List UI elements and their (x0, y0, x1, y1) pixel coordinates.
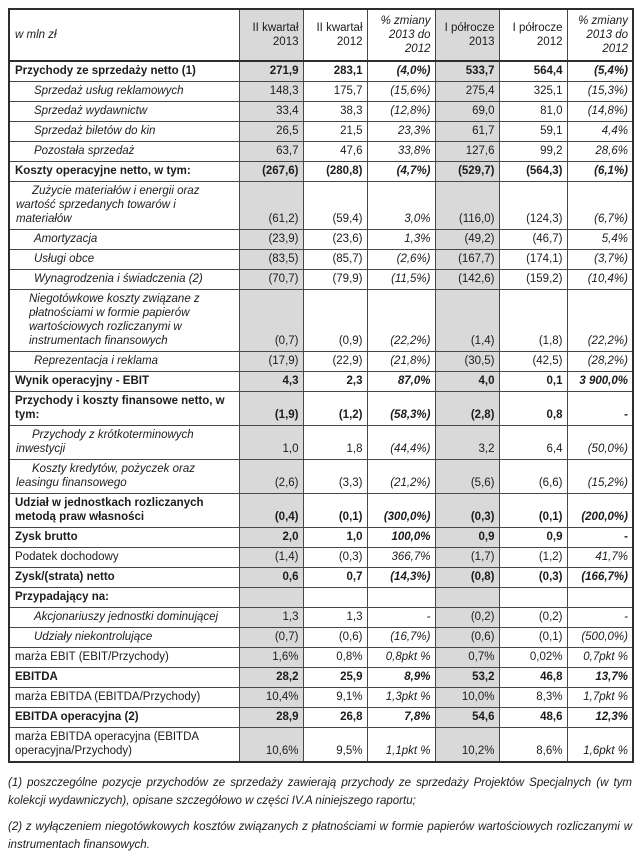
value-cell: (0,7) (239, 628, 303, 648)
value-cell: (50,0%) (567, 426, 633, 460)
value-cell: (167,7) (435, 250, 499, 270)
footnote-1: (1) poszczególne pozycje przychodów ze sprzedaży zawierają przychody ze sprzedaży Projektów Specjalnych (w tym kolekcji wydawniczych), opisane szczegółowo w części IV.A niniejszego raportu; (8, 777, 632, 807)
value-cell: 1,3% (367, 230, 435, 250)
value-cell: 0,6 (239, 568, 303, 588)
value-cell: (142,6) (435, 270, 499, 290)
column-header-h1-2012: I półrocze 2012 (499, 9, 567, 61)
table-row (9, 460, 633, 494)
value-cell: (44,4%) (367, 426, 435, 460)
value-cell: 275,4 (435, 82, 499, 102)
value-cell: 0,8% (303, 648, 367, 668)
financial-results-table (8, 8, 634, 763)
table-row (9, 142, 633, 162)
value-cell: (5,6) (435, 460, 499, 494)
value-cell: (0,3) (303, 548, 367, 568)
value-cell: 1,3 (303, 608, 367, 628)
row-label: Koszty operacyjne netto, w tym: (9, 162, 239, 182)
value-cell: (79,9) (303, 270, 367, 290)
value-cell: 0,7pkt % (567, 648, 633, 668)
value-cell: 100,0% (367, 528, 435, 548)
value-cell: (85,7) (303, 250, 367, 270)
row-label: Zużycie materiałów i energii oraz wartość sprzedanych towarów i materiałów (9, 182, 239, 230)
value-cell: 366,7% (367, 548, 435, 568)
value-cell: 1,6% (239, 648, 303, 668)
table-header (9, 9, 633, 61)
table-row (9, 588, 633, 608)
value-cell: 1,7pkt % (567, 688, 633, 708)
value-cell: 10,4% (239, 688, 303, 708)
value-cell: (21,8%) (367, 352, 435, 372)
value-cell: 1,6pkt % (567, 728, 633, 763)
value-cell: (6,7%) (567, 182, 633, 230)
value-cell: (23,6) (303, 230, 367, 250)
value-cell: (0,4) (239, 494, 303, 528)
table-row (9, 528, 633, 548)
table-row (9, 668, 633, 688)
value-cell: 48,6 (499, 708, 567, 728)
value-cell: 564,4 (499, 61, 567, 82)
table-row (9, 628, 633, 648)
value-cell: 1,0 (239, 426, 303, 460)
column-header-h1-2013: I półrocze 2013 (435, 9, 499, 61)
value-cell: (28,2%) (567, 352, 633, 372)
value-cell: 33,4 (239, 102, 303, 122)
value-cell: (14,3%) (367, 568, 435, 588)
value-cell: 59,1 (499, 122, 567, 142)
value-cell: 53,2 (435, 668, 499, 688)
value-cell: 3,0% (367, 182, 435, 230)
row-label: Zysk/(strata) netto (9, 568, 239, 588)
value-cell: (59,4) (303, 182, 367, 230)
row-label: EBITDA operacyjna (2) (9, 708, 239, 728)
value-cell: (17,9) (239, 352, 303, 372)
value-cell: (42,5) (499, 352, 567, 372)
value-cell: 10,0% (435, 688, 499, 708)
table-row (9, 270, 633, 290)
value-cell: 33,8% (367, 142, 435, 162)
header-row (9, 9, 633, 61)
value-cell: 1,3pkt % (367, 688, 435, 708)
row-label: marża EBIT (EBIT/Przychody) (9, 648, 239, 668)
value-cell: 28,6% (567, 142, 633, 162)
value-cell: 0,9 (435, 528, 499, 548)
row-label: Przypadający na: (9, 588, 239, 608)
table-row (9, 708, 633, 728)
value-cell: (500,0%) (567, 628, 633, 648)
value-cell: (2,8) (435, 392, 499, 426)
value-cell: 1,8 (303, 426, 367, 460)
column-header-change-h1: % zmiany 2013 do 2012 (567, 9, 633, 61)
column-header-q2-2012: II kwartał 2012 (303, 9, 367, 61)
value-cell: - (567, 528, 633, 548)
row-label: Przychody i koszty finansowe netto, w tym: (9, 392, 239, 426)
value-cell: 23,3% (367, 122, 435, 142)
table-row (9, 568, 633, 588)
value-cell: 0,02% (499, 648, 567, 668)
value-cell: 38,3 (303, 102, 367, 122)
row-label: Reprezentacja i reklama (9, 352, 239, 372)
table-row (9, 728, 633, 763)
value-cell: 9,1% (303, 688, 367, 708)
value-cell: 28,2 (239, 668, 303, 688)
value-cell (435, 588, 499, 608)
value-cell: (0,6) (435, 628, 499, 648)
value-cell: 1,0 (303, 528, 367, 548)
value-cell: (58,3%) (367, 392, 435, 426)
value-cell: (4,0%) (367, 61, 435, 82)
footnotes (8, 774, 632, 854)
value-cell: 8,3% (499, 688, 567, 708)
value-cell: (70,7) (239, 270, 303, 290)
report-page (8, 8, 632, 862)
row-label: Pozostała sprzedaż (9, 142, 239, 162)
value-cell: (61,2) (239, 182, 303, 230)
value-cell: (49,2) (435, 230, 499, 250)
row-label: marża EBITDA (EBITDA/Przychody) (9, 688, 239, 708)
table-row (9, 688, 633, 708)
value-cell: 2,3 (303, 372, 367, 392)
value-cell: 63,7 (239, 142, 303, 162)
row-label: Zysk brutto (9, 528, 239, 548)
table-row (9, 162, 633, 182)
row-label: Wynagrodzenia i świadczenia (2) (9, 270, 239, 290)
value-cell: (1,9) (239, 392, 303, 426)
value-cell: - (367, 608, 435, 628)
row-label: Niegotówkowe koszty związane z płatnościami w formie papierów wartościowych rozliczanymi w instrumentach finansowych (9, 290, 239, 352)
value-cell: (21,2%) (367, 460, 435, 494)
value-cell: (16,7%) (367, 628, 435, 648)
value-cell: (564,3) (499, 162, 567, 182)
value-cell: (0,9) (303, 290, 367, 352)
value-cell: 148,3 (239, 82, 303, 102)
value-cell: 47,6 (303, 142, 367, 162)
table-row (9, 494, 633, 528)
value-cell: (267,6) (239, 162, 303, 182)
value-cell: 271,9 (239, 61, 303, 82)
value-cell: 21,5 (303, 122, 367, 142)
value-cell: (6,6) (499, 460, 567, 494)
value-cell: (124,3) (499, 182, 567, 230)
value-cell: 28,9 (239, 708, 303, 728)
value-cell: (22,9) (303, 352, 367, 372)
table-row (9, 608, 633, 628)
value-cell: 13,7% (567, 668, 633, 688)
value-cell: (300,0%) (367, 494, 435, 528)
value-cell: 4,0 (435, 372, 499, 392)
row-label: EBITDA (9, 668, 239, 688)
value-cell: (529,7) (435, 162, 499, 182)
value-cell: 41,7% (567, 548, 633, 568)
value-cell: (280,8) (303, 162, 367, 182)
value-cell: 3,2 (435, 426, 499, 460)
value-cell: - (567, 392, 633, 426)
value-cell: (0,7) (239, 290, 303, 352)
table-row (9, 392, 633, 426)
value-cell: 0,7 (303, 568, 367, 588)
value-cell: (23,9) (239, 230, 303, 250)
value-cell: 26,5 (239, 122, 303, 142)
value-cell: (12,8%) (367, 102, 435, 122)
table-body (9, 61, 633, 762)
row-label: Koszty kredytów, pożyczek oraz leasingu finansowego (9, 460, 239, 494)
row-label: Udziały niekontrolujące (9, 628, 239, 648)
table-row (9, 122, 633, 142)
value-cell: (22,2%) (567, 290, 633, 352)
value-cell: 8,6% (499, 728, 567, 763)
value-cell: (0,3) (435, 494, 499, 528)
row-label: Amortyzacja (9, 230, 239, 250)
value-cell: (0,3) (499, 568, 567, 588)
value-cell: 0,8pkt % (367, 648, 435, 668)
row-label: Udział w jednostkach rozliczanych metodą praw własności (9, 494, 239, 528)
value-cell: 9,5% (303, 728, 367, 763)
table-row (9, 372, 633, 392)
value-cell: (159,2) (499, 270, 567, 290)
value-cell: 0,7% (435, 648, 499, 668)
value-cell: - (567, 608, 633, 628)
value-cell: (0,1) (303, 494, 367, 528)
value-cell: 4,4% (567, 122, 633, 142)
value-cell: (10,4%) (567, 270, 633, 290)
value-cell (499, 588, 567, 608)
value-cell: 325,1 (499, 82, 567, 102)
value-cell (367, 588, 435, 608)
value-cell: 46,8 (499, 668, 567, 688)
value-cell: (2,6%) (367, 250, 435, 270)
value-cell (239, 588, 303, 608)
row-label: Sprzedaż biletów do kin (9, 122, 239, 142)
value-cell: (1,8) (499, 290, 567, 352)
footnote-2: (2) z wyłączeniem niegotówkowych kosztów związanych z płatnościami w formie papierów wartościowych rozliczanymi w instrumentach finansowych. (8, 821, 632, 851)
value-cell: 8,9% (367, 668, 435, 688)
value-cell: (11,5%) (367, 270, 435, 290)
row-label: Akcjonariuszy jednostki dominującej (9, 608, 239, 628)
value-cell: 3 900,0% (567, 372, 633, 392)
value-cell: 7,8% (367, 708, 435, 728)
value-cell: (200,0%) (567, 494, 633, 528)
column-header-change-q2: % zmiany 2013 do 2012 (367, 9, 435, 61)
value-cell: (0,2) (435, 608, 499, 628)
value-cell: 10,6% (239, 728, 303, 763)
value-cell: (116,0) (435, 182, 499, 230)
value-cell: (15,2%) (567, 460, 633, 494)
value-cell: (3,7%) (567, 250, 633, 270)
table-row (9, 250, 633, 270)
value-cell: (2,6) (239, 460, 303, 494)
row-label: Wynik operacyjny - EBIT (9, 372, 239, 392)
value-cell: (1,2) (499, 548, 567, 568)
value-cell: 1,1pkt % (367, 728, 435, 763)
value-cell: (1,7) (435, 548, 499, 568)
row-label: Usługi obce (9, 250, 239, 270)
value-cell: 0,8 (499, 392, 567, 426)
value-cell: (14,8%) (567, 102, 633, 122)
value-cell: (5,4%) (567, 61, 633, 82)
value-cell: (1,4) (239, 548, 303, 568)
table-row (9, 230, 633, 250)
value-cell: 2,0 (239, 528, 303, 548)
table-row (9, 102, 633, 122)
table-row (9, 61, 633, 82)
value-cell: (15,6%) (367, 82, 435, 102)
row-label: Przychody ze sprzedaży netto (1) (9, 61, 239, 82)
row-label: marża EBITDA operacyjna (EBITDA operacyjna/Przychody) (9, 728, 239, 763)
row-label: Przychody z krótkoterminowych inwestycji (9, 426, 239, 460)
value-cell: (0,1) (499, 494, 567, 528)
value-cell: 283,1 (303, 61, 367, 82)
value-cell: 25,9 (303, 668, 367, 688)
table-row (9, 182, 633, 230)
value-cell: 54,6 (435, 708, 499, 728)
table-row (9, 648, 633, 668)
row-label: Sprzedaż wydawnictw (9, 102, 239, 122)
table-row (9, 290, 633, 352)
value-cell: 533,7 (435, 61, 499, 82)
table-row (9, 82, 633, 102)
value-cell: 69,0 (435, 102, 499, 122)
value-cell: 87,0% (367, 372, 435, 392)
value-cell: 81,0 (499, 102, 567, 122)
row-label: Sprzedaż usług reklamowych (9, 82, 239, 102)
value-cell: (0,8) (435, 568, 499, 588)
value-cell: (174,1) (499, 250, 567, 270)
value-cell: (0,1) (499, 628, 567, 648)
value-cell: 127,6 (435, 142, 499, 162)
value-cell: 0,1 (499, 372, 567, 392)
value-cell: (15,3%) (567, 82, 633, 102)
value-cell: (3,3) (303, 460, 367, 494)
value-cell: (4,7%) (367, 162, 435, 182)
value-cell: (166,7%) (567, 568, 633, 588)
value-cell: 99,2 (499, 142, 567, 162)
table-row (9, 352, 633, 372)
value-cell (567, 588, 633, 608)
value-cell: (83,5) (239, 250, 303, 270)
value-cell: 10,2% (435, 728, 499, 763)
value-cell: (1,2) (303, 392, 367, 426)
value-cell: 12,3% (567, 708, 633, 728)
value-cell: (22,2%) (367, 290, 435, 352)
value-cell: (46,7) (499, 230, 567, 250)
unit-label: w mln zł (9, 9, 239, 61)
table-row (9, 548, 633, 568)
table-row (9, 426, 633, 460)
value-cell: (1,4) (435, 290, 499, 352)
value-cell: (0,6) (303, 628, 367, 648)
value-cell: (6,1%) (567, 162, 633, 182)
column-header-q2-2013: II kwartał 2013 (239, 9, 303, 61)
value-cell: 175,7 (303, 82, 367, 102)
value-cell: 26,8 (303, 708, 367, 728)
value-cell: 6,4 (499, 426, 567, 460)
value-cell: (30,5) (435, 352, 499, 372)
value-cell: 4,3 (239, 372, 303, 392)
row-label: Podatek dochodowy (9, 548, 239, 568)
value-cell: 1,3 (239, 608, 303, 628)
value-cell: 0,9 (499, 528, 567, 548)
value-cell (303, 588, 367, 608)
value-cell: (0,2) (499, 608, 567, 628)
value-cell: 61,7 (435, 122, 499, 142)
value-cell: 5,4% (567, 230, 633, 250)
